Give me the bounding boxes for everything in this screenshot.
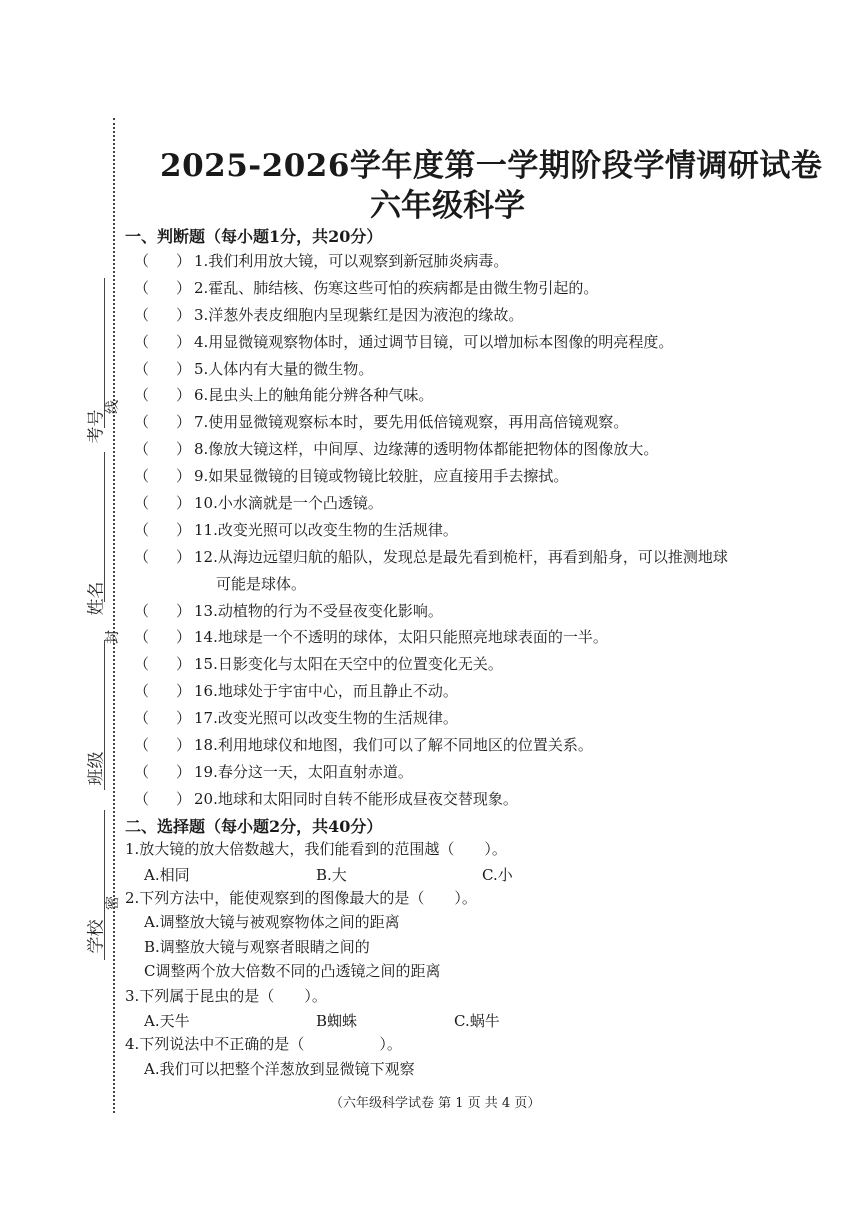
tf-item: （ ） 13.动植物的行为不受昼夜变化影响。	[128, 598, 808, 625]
tf-item: （ ） 11.改变光照可以改变生物的生活规律。	[128, 517, 808, 544]
class-label: 班级	[86, 751, 107, 786]
binding-dotted-line	[113, 118, 115, 1113]
name-blank-line	[104, 452, 105, 602]
name-label: 姓名	[86, 581, 107, 616]
tf-item-text: 14.地球是一个不透明的球体，太阳只能照亮地球表面的一半。	[194, 628, 608, 647]
tf-item-text: 4.用显微镜观察物体时，通过调节目镜，可以增加标本图像的明亮程度。	[194, 332, 674, 351]
tf-item-text: 13.动植物的行为不受昼夜变化影响。	[194, 601, 443, 620]
tf-item-text: 6.昆虫头上的触角能分辨各种气味。	[194, 386, 434, 405]
mc-option: B蜘蛛	[316, 1012, 358, 1030]
mc-option: A.天牛	[144, 1012, 190, 1030]
tf-item: （ ） 20.地球和太阳同时自转不能形成昼夜交替现象。	[128, 786, 808, 813]
tf-item: （ ） 12.从海边远望归航的船队，发现总是最先看到桅杆，再看到船身，可以推测地球 可能是球体。	[128, 544, 808, 598]
mc-option: C调整两个放大倍数不同的凸透镜之间的距离	[144, 962, 441, 980]
tf-item-text: 7.使用显微镜观察标本时，要先用低倍镜观察，再用高倍镜观察。	[194, 413, 629, 432]
exam-subtitle: 六年级科学	[370, 188, 525, 224]
tf-item: （ ） 5.人体内有大量的微生物。	[128, 356, 808, 383]
exam-title: 2025-2026学年度第一学期阶段学情调研试卷	[160, 148, 823, 184]
tf-item: （ ） 10.小水滴就是一个凸透镜。	[128, 490, 808, 517]
tf-item: （ ） 14.地球是一个不透明的球体，太阳只能照亮地球表面的一半。	[128, 624, 808, 651]
mc-question-text: 3.下列属于昆虫的是（ ）。	[125, 987, 327, 1005]
page-footer: （六年级科学试卷 第 1 页 共 4 页）	[330, 1096, 541, 1111]
mc-option: C.小	[482, 866, 513, 884]
tf-item-text: 8.像放大镜这样，中间厚、边缘薄的透明物体都能把物体的图像放大。	[194, 440, 659, 459]
tf-item-text: 20.地球和太阳同时自转不能形成昼夜交替现象。	[194, 789, 518, 808]
tf-item: （ ） 2.霍乱、肺结核、伤寒这些可怕的疾病都是由微生物引起的。	[128, 275, 808, 302]
tf-item: （ ） 15.日影变化与太阳在天空中的位置变化无关。	[128, 651, 808, 678]
mark-line: 线	[105, 400, 121, 414]
tf-item: （ ） 1.我们利用放大镜，可以观察到新冠肺炎病毒。	[128, 248, 808, 275]
tf-item: （ ） 18.利用地球仪和地图，我们可以了解不同地区的位置关系。	[128, 732, 808, 759]
mc-question-text: 2.下列方法中，能使观察到的图像最大的是（ ）。	[125, 889, 477, 907]
tf-item-continuation: 可能是球体。	[216, 574, 307, 593]
tf-item: （ ） 19.春分这一天，太阳直射赤道。	[128, 759, 808, 786]
tf-item-text: 19.春分这一天，太阳直射赤道。	[194, 762, 413, 781]
mc-option: B.调整放大镜与观察者眼睛之间的	[144, 938, 370, 956]
mc-option: A.相同	[144, 866, 190, 884]
section1-heading: 一、判断题（每小题1分，共20分）	[125, 227, 383, 246]
mc-question-text: 1.放大镜的放大倍数越大，我们能看到的范围越（ ）。	[125, 840, 507, 858]
tf-item: （ ） 4.用显微镜观察物体时，通过调节目镜，可以增加标本图像的明亮程度。	[128, 329, 808, 356]
tf-item: （ ） 3.洋葱外表皮细胞内呈现紫红是因为液泡的缘故。	[128, 302, 808, 329]
school-label: 学校	[86, 919, 107, 954]
tf-item-text: 2.霍乱、肺结核、伤寒这些可怕的疾病都是由微生物引起的。	[194, 278, 599, 297]
tf-item: （ ） 17.改变光照可以改变生物的生活规律。	[128, 705, 808, 732]
section2-heading: 二、选择题（每小题2分，共40分）	[125, 817, 383, 836]
tf-item-text: 16.地球处于宇宙中心，而且静止不动。	[194, 682, 458, 701]
tf-item: （ ） 16.地球处于宇宙中心，而且静止不动。	[128, 678, 808, 705]
tf-item: （ ） 7.使用显微镜观察标本时，要先用低倍镜观察，再用高倍镜观察。	[128, 409, 808, 436]
tf-item-text: 3.洋葱外表皮细胞内呈现紫红是因为液泡的缘故。	[194, 305, 524, 324]
mc-question-text: 4.下列说法中不正确的是（ ）。	[125, 1035, 402, 1053]
true-false-list	[128, 248, 808, 813]
tf-item-text: 5.人体内有大量的微生物。	[194, 359, 374, 378]
mc-option: A.我们可以把整个洋葱放到显微镜下观察	[144, 1060, 415, 1078]
tf-item-text: 10.小水滴就是一个凸透镜。	[194, 494, 383, 513]
tf-item: （ ） 8.像放大镜这样，中间厚、边缘薄的透明物体都能把物体的图像放大。	[128, 436, 808, 463]
tf-item: （ ） 6.昆虫头上的触角能分辨各种气味。	[128, 382, 808, 409]
mark-seal: 封	[105, 630, 121, 644]
tf-item-text: 9.如果显微镜的目镜或物镜比较脏，应直接用手去擦拭。	[194, 467, 569, 486]
mc-option: B.大	[316, 866, 347, 884]
tf-item-text: 15.日影变化与太阳在天空中的位置变化无关。	[194, 655, 503, 674]
tf-item-text: 12.从海边远望归航的船队，发现总是最先看到桅杆，再看到船身，可以推测地球	[194, 547, 728, 566]
mark-close: 密	[105, 896, 121, 910]
tf-item-text: 1.我们利用放大镜，可以观察到新冠肺炎病毒。	[194, 252, 509, 270]
tf-item-text: 11.改变光照可以改变生物的生活规律。	[194, 520, 458, 539]
tf-item-text: 17.改变光照可以改变生物的生活规律。	[194, 709, 458, 728]
tf-item-text: 18.利用地球仪和地图，我们可以了解不同地区的位置关系。	[194, 736, 593, 755]
exam-no-label: 考号	[86, 409, 107, 444]
mc-option: C.蜗牛	[454, 1012, 500, 1030]
tf-item: （ ） 9.如果显微镜的目镜或物镜比较脏，应直接用手去擦拭。	[128, 463, 808, 490]
mc-option: A.调整放大镜与被观察物体之间的距离	[144, 913, 400, 931]
